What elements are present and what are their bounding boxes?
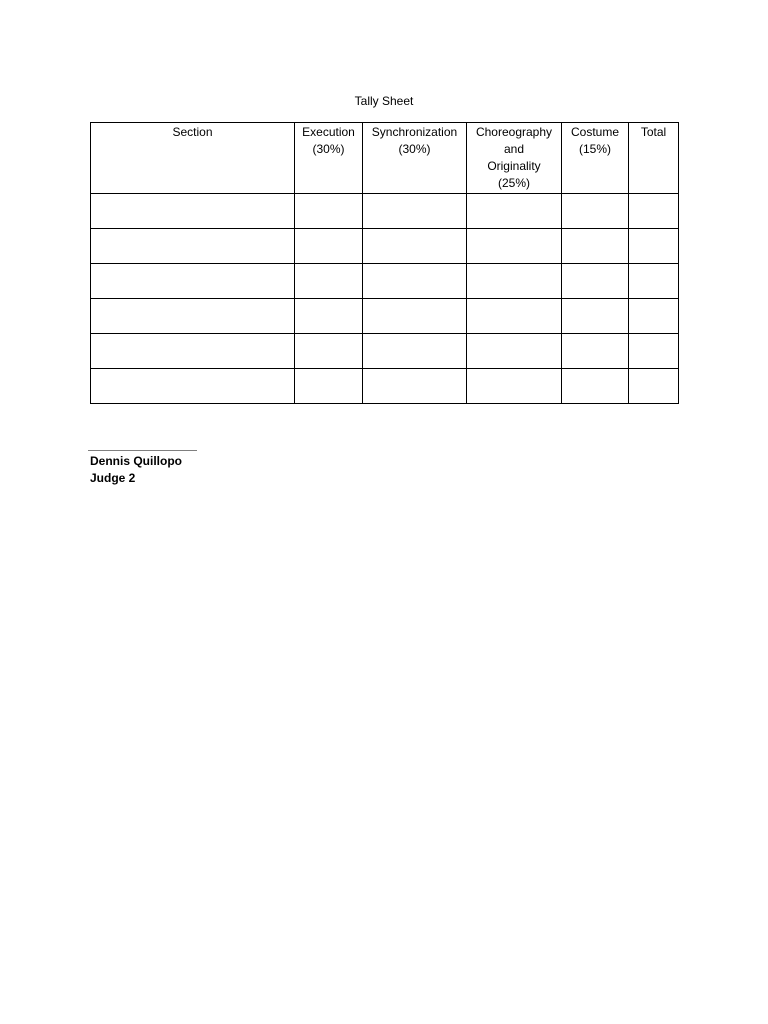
synchronization-cell (363, 264, 467, 299)
judge-name: Dennis Quillopo (90, 454, 182, 468)
section-cell (91, 369, 295, 404)
choreography-cell (467, 369, 562, 404)
execution-cell (295, 229, 363, 264)
choreography-cell (467, 229, 562, 264)
synchronization-cell (363, 299, 467, 334)
synchronization-cell (363, 194, 467, 229)
execution-cell (295, 334, 363, 369)
section-cell (91, 264, 295, 299)
section-cell (91, 194, 295, 229)
table-row (91, 369, 679, 404)
table-row (91, 334, 679, 369)
total-cell (629, 264, 679, 299)
table-header-row (91, 123, 679, 194)
total-cell (629, 229, 679, 264)
choreography-cell (467, 264, 562, 299)
execution-cell (295, 264, 363, 299)
total-cell (629, 334, 679, 369)
total-cell (629, 369, 679, 404)
table-row (91, 264, 679, 299)
synchronization-cell (363, 369, 467, 404)
total-cell (629, 194, 679, 229)
judge-role: Judge 2 (90, 471, 136, 485)
execution-cell (295, 369, 363, 404)
tally-table (90, 122, 679, 404)
column-header-synchronization: Synchronization (30%) (363, 123, 467, 194)
costume-cell (562, 229, 629, 264)
column-header-total: Total (629, 123, 679, 194)
costume-cell (562, 334, 629, 369)
column-header-execution: Execution (30%) (295, 123, 363, 194)
costume-cell (562, 264, 629, 299)
execution-cell (295, 194, 363, 229)
table-row (91, 194, 679, 229)
signature-line (88, 450, 197, 451)
costume-cell (562, 369, 629, 404)
column-header-section: Section (91, 123, 295, 194)
table-row (91, 299, 679, 334)
total-cell (629, 299, 679, 334)
section-cell (91, 229, 295, 264)
table-row (91, 229, 679, 264)
synchronization-cell (363, 334, 467, 369)
synchronization-cell (363, 229, 467, 264)
section-cell (91, 334, 295, 369)
section-cell (91, 299, 295, 334)
execution-cell (295, 299, 363, 334)
choreography-cell (467, 194, 562, 229)
choreography-cell (467, 334, 562, 369)
choreography-cell (467, 299, 562, 334)
costume-cell (562, 194, 629, 229)
column-header-choreography: Choreography and Originality (25%) (467, 123, 562, 194)
costume-cell (562, 299, 629, 334)
column-header-costume: Costume (15%) (562, 123, 629, 194)
page-title: Tally Sheet (354, 94, 414, 108)
